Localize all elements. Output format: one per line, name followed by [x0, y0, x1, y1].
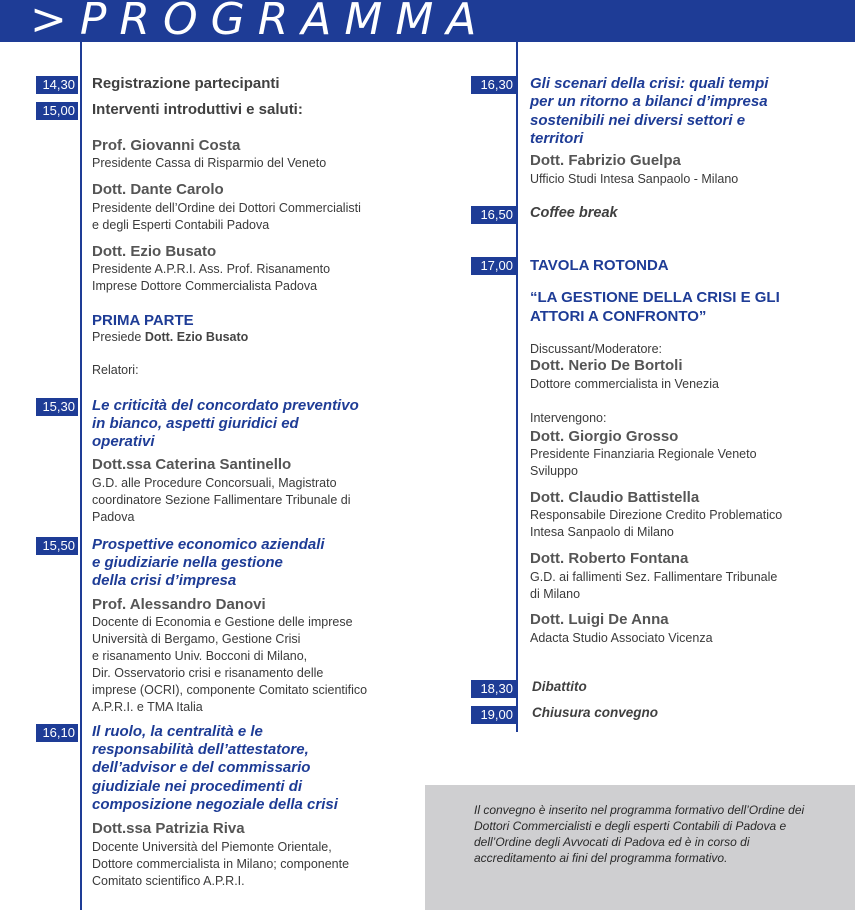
- speaker-name: Dott. Ezio Busato: [92, 243, 217, 260]
- time-badge: 17,00: [471, 257, 516, 275]
- time-badge: 15,30: [36, 398, 78, 416]
- speaker-affiliation: Presidente dell’Ordine dei Dottori Commercialisti: [92, 201, 361, 215]
- speaker-name: Dott. Giorgio Grosso: [530, 428, 679, 445]
- speaker-affiliation: Intesa Sanpaolo di Milano: [530, 525, 674, 539]
- talk-title: territori: [530, 130, 584, 147]
- speaker-affiliation: Presidente Finanziaria Regionale Veneto: [530, 447, 757, 461]
- speaker-affiliation: e risanamento Univ. Bocconi di Milano,: [92, 649, 308, 663]
- time-badge: 15,00: [36, 102, 78, 120]
- talk-title: composizione negoziale della crisi: [92, 796, 338, 813]
- speaker-name: Prof. Alessandro Danovi: [92, 596, 266, 613]
- time-badge: 14,30: [36, 76, 78, 94]
- speaker-affiliation: Docente Università del Piemonte Orientale,: [92, 840, 332, 854]
- speaker-affiliation: G.D. alle Procedure Concorsuali, Magistrato: [92, 476, 337, 490]
- speaker-name: Dott.ssa Patrizia Riva: [92, 820, 245, 837]
- speaker-affiliation: Dottore commercialista in Milano; componente: [92, 857, 350, 871]
- speaker-affiliation: Padova: [92, 510, 135, 524]
- time-badge: 16,50: [471, 206, 516, 224]
- time-badge: 15,50: [36, 537, 78, 555]
- session-title: Dibattito: [532, 679, 587, 694]
- speaker-affiliation: Docente di Economia e Gestione delle imprese: [92, 615, 353, 629]
- time-badge: 19,00: [471, 706, 516, 724]
- left-divider: [80, 42, 82, 910]
- note-text: Il convegno è inserito nel programma formativo dell’Ordine dei Dottori Commercialisti e degli esperti Contabili di Padova e dell’Ordine degli Avvocati di Padova ed è in corso di accreditamento ai fini del programma formativo.: [474, 803, 805, 865]
- chair-label: Presiede: [92, 330, 145, 344]
- break-label: Coffee break: [530, 205, 618, 221]
- section-heading: TAVOLA ROTONDA: [530, 257, 669, 274]
- speaker-affiliation: Presidente A.P.R.I. Ass. Prof. Risanamento: [92, 262, 331, 276]
- speaker-affiliation: Responsabile Direzione Credito Problematico: [530, 508, 783, 522]
- speaker-affiliation: Sviluppo: [530, 464, 578, 478]
- talk-title: giudiziale nei procedimenti di: [92, 778, 303, 795]
- speaker-name: Prof. Giovanni Costa: [92, 137, 241, 154]
- speaker-name: Dott. Dante Carolo: [92, 181, 224, 198]
- right-divider: [516, 42, 518, 732]
- speaker-name: Dott. Nerio De Bortoli: [530, 357, 683, 374]
- session-title: Registrazione partecipanti: [92, 75, 280, 92]
- roundtable-title: ATTORI A CONFRONTO”: [530, 308, 707, 325]
- talk-title: Il ruolo, la centralità e le: [92, 723, 263, 740]
- time-badge: 16,10: [36, 724, 78, 742]
- section-heading: PRIMA PARTE: [92, 312, 194, 329]
- talk-title: operativi: [92, 433, 155, 450]
- page-title: >PROGRAMMA: [30, 0, 490, 42]
- talk-title: per un ritorno a bilanci d’impresa: [530, 93, 768, 110]
- talk-title: in bianco, aspetti giuridici ed: [92, 415, 299, 432]
- speaker-affiliation: di Milano: [530, 587, 581, 601]
- time-badge: 18,30: [471, 680, 516, 698]
- speaker-affiliation: Presidente Cassa di Risparmio del Veneto: [92, 156, 327, 170]
- moderator-label: Discussant/Moderatore:: [530, 342, 663, 356]
- speakers-label: Relatori:: [92, 363, 139, 377]
- speaker-name: Dott. Luigi De Anna: [530, 611, 669, 628]
- time-badge: 16,30: [471, 76, 516, 94]
- session-title: Interventi introduttivi e saluti:: [92, 101, 303, 118]
- speaker-name: Dott. Fabrizio Guelpa: [530, 152, 681, 169]
- speaker-affiliation: Dottore commercialista in Venezia: [530, 377, 719, 391]
- talk-title: sostenibili nei diversi settori e: [530, 112, 746, 129]
- talk-title: dell’advisor e del commissario: [92, 759, 311, 776]
- speaker-affiliation: Comitato scientifico A.P.R.I.: [92, 874, 245, 888]
- chair-name: Dott. Ezio Busato: [144, 330, 249, 344]
- speaker-affiliation: coordinatore Sezione Fallimentare Tribunale di: [92, 493, 351, 507]
- header-bar: [0, 0, 855, 42]
- speaker-affiliation: Università di Bergamo, Gestione Crisi: [92, 632, 301, 646]
- panelists-label: Intervengono:: [530, 411, 607, 425]
- speaker-affiliation: Dir. Osservatorio crisi e risanamento delle: [92, 666, 324, 680]
- speaker-affiliation: G.D. ai fallimenti Sez. Fallimentare Tribunale: [530, 570, 778, 584]
- speaker-name: Dott. Claudio Battistella: [530, 489, 700, 506]
- talk-title: Prospettive economico aziendali: [92, 536, 325, 553]
- speaker-affiliation: Imprese Dottore Commercialista Padova: [92, 279, 318, 293]
- talk-title: Gli scenari della crisi: quali tempi: [530, 75, 769, 92]
- talk-title: della crisi d’impresa: [92, 572, 237, 589]
- speaker-affiliation: A.P.R.I. e TMA Italia: [92, 700, 203, 714]
- roundtable-title: “LA GESTIONE DELLA CRISI E GLI: [530, 289, 780, 306]
- speaker-affiliation: Ufficio Studi Intesa Sanpaolo - Milano: [530, 172, 739, 186]
- talk-title: responsabilità dell’attestatore,: [92, 741, 309, 758]
- speaker-name: Dott. Roberto Fontana: [530, 550, 689, 567]
- session-title: Chiusura convegno: [532, 705, 659, 720]
- speaker-name: Dott.ssa Caterina Santinello: [92, 456, 292, 473]
- speaker-affiliation: imprese (OCRI), componente Comitato scientifico: [92, 683, 368, 697]
- talk-title: Le criticità del concordato preventivo: [92, 397, 359, 414]
- chair-line: [92, 330, 248, 344]
- talk-title: e giudiziarie nella gestione: [92, 554, 283, 571]
- speaker-affiliation: Adacta Studio Associato Vicenza: [530, 631, 713, 645]
- speaker-affiliation: e degli Esperti Contabili Padova: [92, 218, 270, 232]
